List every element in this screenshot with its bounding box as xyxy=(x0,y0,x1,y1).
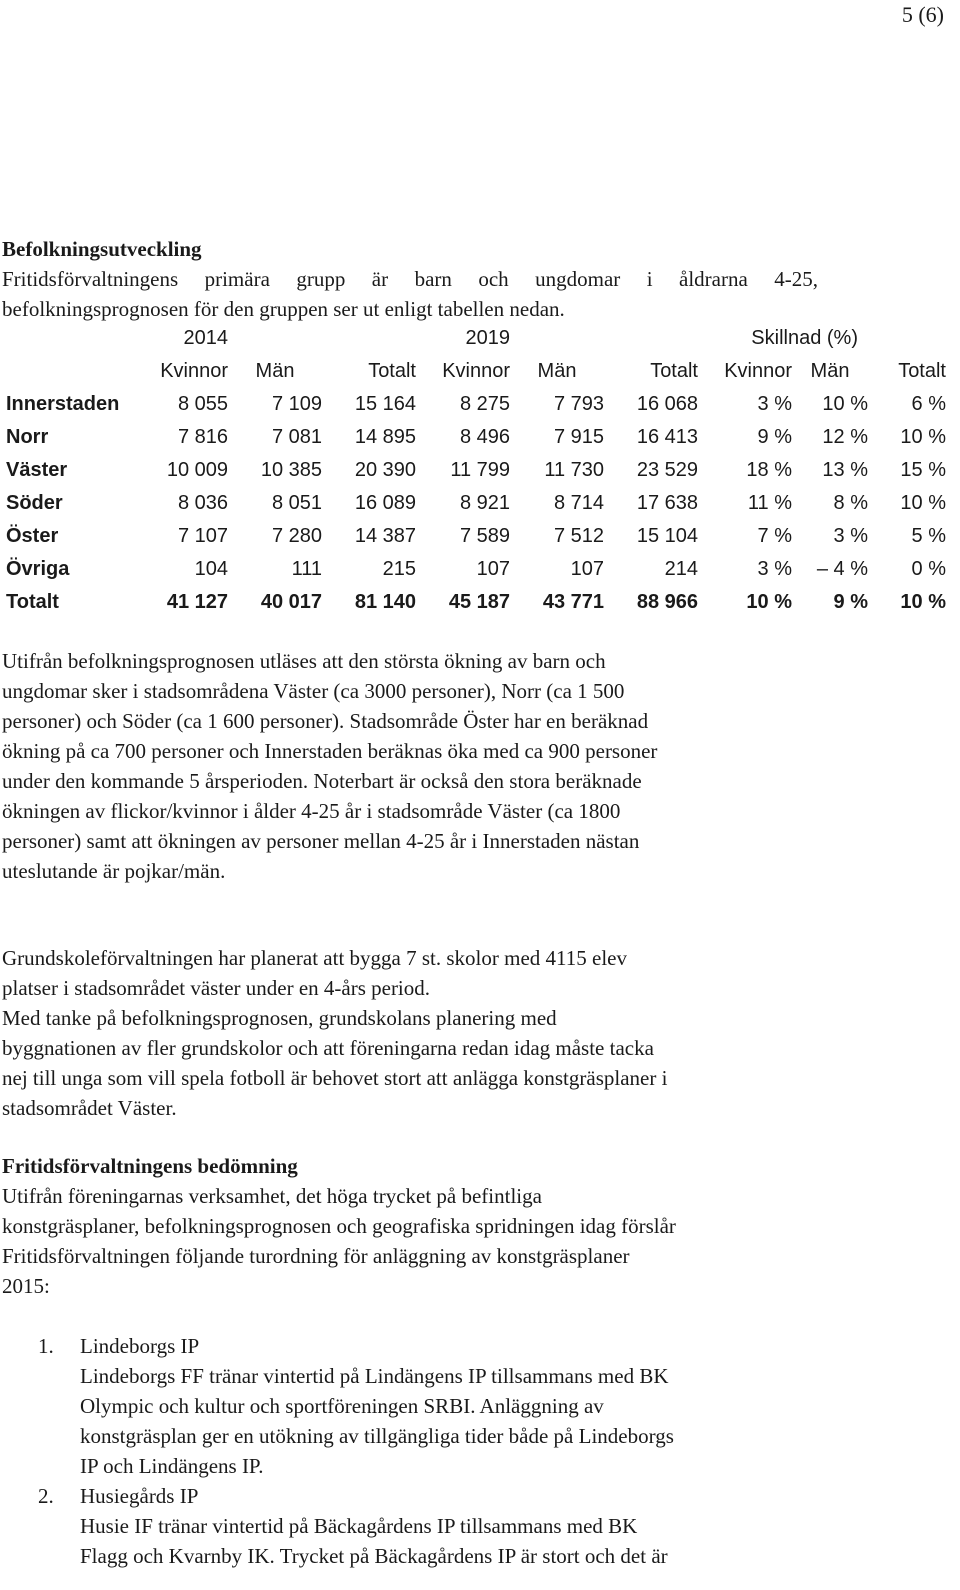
table-row xyxy=(0,454,946,487)
year-header-row xyxy=(0,322,946,355)
text-line: konstgräsplaner, befolkningsprognosen och geografiska spridningen idag förslår xyxy=(2,1214,676,1238)
column-header: Kvinnor xyxy=(160,360,228,382)
table-cell: 215 xyxy=(382,558,416,580)
list-marker: 2. xyxy=(38,1484,54,1508)
text-line: ökningen av flickor/kvinnor i ålder 4-25 år i stadsområde Väster (ca 1800 xyxy=(2,799,621,823)
table-cell: 15 104 xyxy=(636,525,698,547)
intro-line: befolkningsprognosen för den gruppen ser ut enligt tabellen nedan. xyxy=(2,297,565,321)
table-cell: 16 068 xyxy=(636,393,698,415)
section-heading: Befolkningsutveckling xyxy=(2,237,202,261)
table-cell: 7 107 xyxy=(177,525,228,547)
column-header: Kvinnor xyxy=(442,360,510,382)
text-line: byggnationen av fler grundskolor och att föreningarna redan idag måste tacka xyxy=(2,1036,654,1060)
table-cell: 7 081 xyxy=(271,426,322,448)
text-line: platser i stadsområdet väster under en 4-års period. xyxy=(2,976,431,1000)
table-cell: 8 275 xyxy=(459,393,510,415)
column-header: Män xyxy=(810,360,850,382)
table-cell: 7 589 xyxy=(459,525,510,547)
table-cell: 14 387 xyxy=(354,525,416,547)
table-cell: 18 % xyxy=(746,459,792,481)
table-cell: 13 % xyxy=(822,459,868,481)
table-row xyxy=(0,421,946,454)
text-line: IP och Lindängens IP. xyxy=(80,1454,264,1478)
text-line: ungdomar sker i stadsområdena Väster (ca 3000 personer), Norr (ca 1 500 xyxy=(2,679,625,703)
text-line: personer) samt att ökningen av personer mellan 4-25 år i Innerstaden nästan xyxy=(2,829,640,853)
table-cell: 7 512 xyxy=(553,525,604,547)
analysis-paragraph xyxy=(2,646,902,886)
table-cell: 8 036 xyxy=(177,492,228,514)
text-line: Utifrån befolkningsprognosen utläses att den största ökning av barn och xyxy=(2,649,606,673)
table-cell: 23 529 xyxy=(636,459,698,481)
school-paragraph xyxy=(2,943,902,1123)
table-cell: – 4 % xyxy=(816,558,868,580)
table-cell: 41 127 xyxy=(166,591,228,613)
table-cell: 11 730 xyxy=(544,459,604,481)
text-line: under den kommande 5 årsperioden. Noterbart är också den stora beräknade xyxy=(2,769,642,793)
section-population xyxy=(2,234,818,324)
table-cell: 8 055 xyxy=(177,393,228,415)
column-header: Män xyxy=(537,360,577,382)
year-header: 2014 xyxy=(183,327,228,349)
population-table xyxy=(0,322,946,619)
text-line: 2015: xyxy=(2,1274,50,1298)
table-cell: 3 % xyxy=(757,558,792,580)
row-label: Öster xyxy=(6,525,59,547)
table-cell: 3 % xyxy=(833,525,868,547)
text-line: ökning på ca 700 personer och Innerstaden beräknas öka med ca 900 personer xyxy=(2,739,658,763)
table-row xyxy=(0,388,946,421)
priority-list xyxy=(0,1331,820,1571)
row-label: Norr xyxy=(6,426,49,448)
text-line: Olympic och kultur och sportföreningen SRBI. Anläggning av xyxy=(80,1394,604,1418)
table-cell: 107 xyxy=(476,558,510,580)
table-cell: 5 % xyxy=(911,525,946,547)
column-header: Totalt xyxy=(368,360,416,382)
list-item xyxy=(0,1331,820,1481)
table-cell: 8 714 xyxy=(553,492,604,514)
table-cell: 11 799 xyxy=(450,459,510,481)
table-cell: 3 % xyxy=(757,393,792,415)
table-cell: 15 % xyxy=(900,459,946,481)
text-line: Lindeborgs FF tränar vintertid på Lindängens IP tillsammans med BK xyxy=(80,1364,669,1388)
column-header: Män xyxy=(255,360,295,382)
text-line: uteslutande är pojkar/män. xyxy=(2,859,226,883)
table-cell: 16 413 xyxy=(636,426,698,448)
year-header: 2019 xyxy=(465,327,510,349)
table-cell: 15 164 xyxy=(354,393,416,415)
table-cell: 7 109 xyxy=(271,393,322,415)
table-cell: 10 % xyxy=(822,393,868,415)
table-cell: 6 % xyxy=(911,393,946,415)
table-cell: 104 xyxy=(194,558,228,580)
list-item-title: Lindeborgs IP xyxy=(80,1334,200,1358)
column-header: Kvinnor xyxy=(724,360,792,382)
table-cell: 14 895 xyxy=(354,426,416,448)
table-cell: 20 390 xyxy=(354,459,416,481)
table-cell: 16 089 xyxy=(354,492,416,514)
text-line: Fritidsförvaltningen följande turordning för anläggning av konstgräsplaner xyxy=(2,1244,630,1268)
text-line: personer) och Söder (ca 1 600 personer). Stadsområde Öster har en beräknad xyxy=(2,709,649,733)
table-cell: 8 921 xyxy=(459,492,510,514)
table-cell: 111 xyxy=(291,558,322,580)
table-cell: 10 % xyxy=(900,591,946,613)
table-cell: 10 % xyxy=(900,426,946,448)
column-header: Totalt xyxy=(650,360,698,382)
table-cell: 8 496 xyxy=(459,426,510,448)
table-cell: 7 816 xyxy=(177,426,228,448)
section-heading: Fritidsförvaltningens bedömning xyxy=(2,1154,298,1178)
table-cell: 7 280 xyxy=(271,525,322,547)
table-cell: 43 771 xyxy=(542,591,604,613)
table-cell: 10 009 xyxy=(166,459,228,481)
table-cell: 10 % xyxy=(746,591,792,613)
list-item-title: Husiegårds IP xyxy=(80,1484,199,1508)
text-line: stadsområdet Väster. xyxy=(2,1096,177,1120)
row-label: Övriga xyxy=(6,558,70,580)
table-cell: 12 % xyxy=(822,426,868,448)
table-row xyxy=(0,586,946,619)
table-cell: 81 140 xyxy=(354,591,416,613)
year-header: Skillnad (%) xyxy=(751,327,858,349)
table-cell: 7 793 xyxy=(553,393,604,415)
text-line: Utifrån föreningarnas verksamhet, det höga trycket på befintliga xyxy=(2,1184,542,1208)
section-assessment xyxy=(2,1151,902,1301)
table-row xyxy=(0,520,946,553)
table-row xyxy=(0,487,946,520)
table-row xyxy=(0,553,946,586)
page-number: 5 (6) xyxy=(901,2,944,27)
intro-line: Fritidsförvaltningens primära grupp är barn och ungdomar i åldrarna 4-25, xyxy=(2,267,818,291)
text-line: Flagg och Kvarnby IK. Trycket på Bäckagårdens IP är stort och det är xyxy=(80,1544,668,1568)
table-cell: 107 xyxy=(570,558,604,580)
list-item xyxy=(0,1481,820,1571)
row-label: Söder xyxy=(6,492,63,514)
text-line: konstgräsplan ger en utökning av tillgängliga tider både på Lindeborgs xyxy=(80,1424,674,1448)
text-line: Med tanke på befolkningsprognosen, grundskolans planering med xyxy=(2,1006,557,1030)
table-cell: 7 915 xyxy=(553,426,604,448)
table-cell: 9 % xyxy=(833,591,868,613)
list-marker: 1. xyxy=(38,1334,54,1358)
column-header-row xyxy=(0,355,946,388)
row-label: Väster xyxy=(6,459,68,481)
text-line: nej till unga som vill spela fotboll är behovet stort att anlägga konstgräsplaner i xyxy=(2,1066,668,1090)
table-cell: 88 966 xyxy=(636,591,698,613)
row-label: Innerstaden xyxy=(6,393,120,415)
table-cell: 40 017 xyxy=(260,591,322,613)
row-label: Totalt xyxy=(6,591,59,613)
table-cell: 10 385 xyxy=(260,459,322,481)
table-cell: 10 % xyxy=(900,492,946,514)
text-line: Grundskoleförvaltningen har planerat att bygga 7 st. skolor med 4115 elev xyxy=(2,946,627,970)
table-cell: 8 051 xyxy=(271,492,322,514)
table-cell: 45 187 xyxy=(448,591,510,613)
table-cell: 17 638 xyxy=(636,492,698,514)
table-cell: 11 % xyxy=(747,492,792,514)
table-cell: 8 % xyxy=(833,492,868,514)
text-line: Husie IF tränar vintertid på Bäckagårdens IP tillsammans med BK xyxy=(80,1514,638,1538)
table-cell: 9 % xyxy=(757,426,792,448)
column-header: Totalt xyxy=(898,360,946,382)
table-cell: 214 xyxy=(664,558,698,580)
table-cell: 7 % xyxy=(757,525,792,547)
table-cell: 0 % xyxy=(911,558,946,580)
